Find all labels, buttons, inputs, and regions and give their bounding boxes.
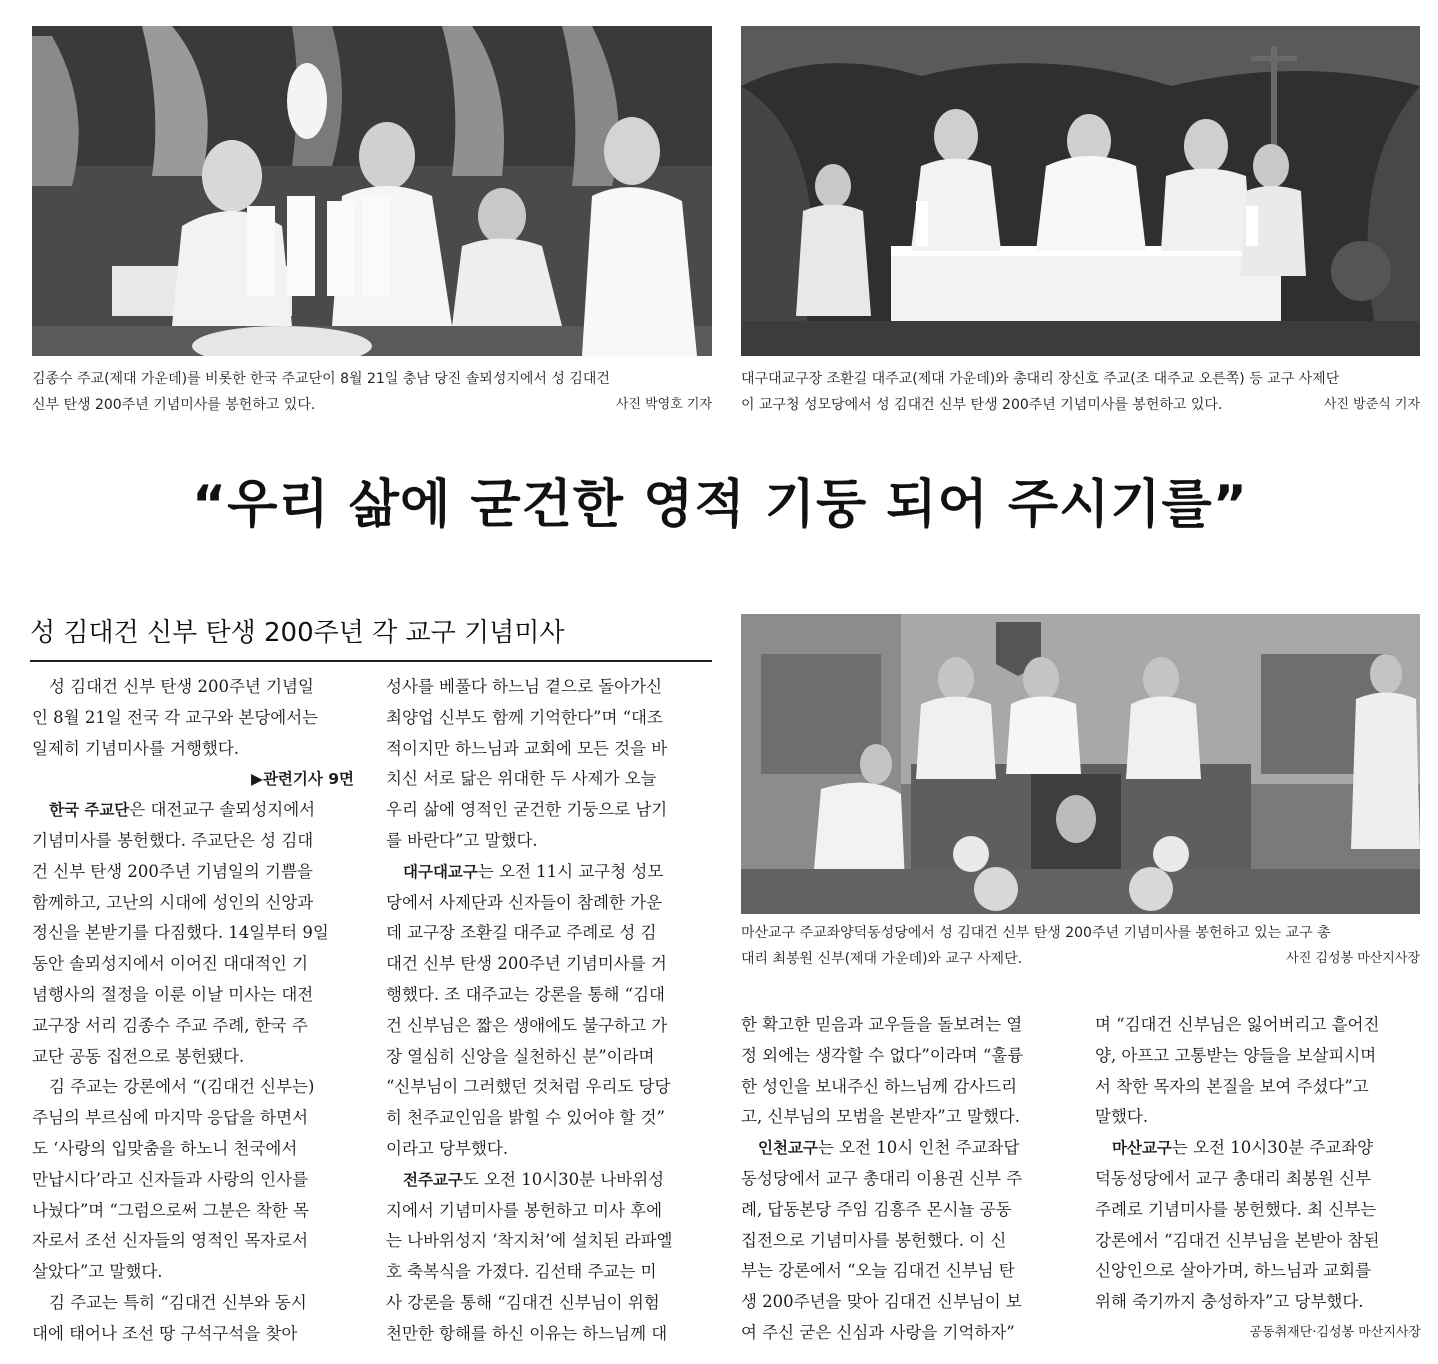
- body-line: 집전으로 기념미사를 봉헌했다. 이 신: [741, 1230, 1007, 1250]
- body-line: 함께하고, 고난의 시대에 성인의 신앙과: [32, 892, 314, 912]
- body-line: 말했다.: [1095, 1107, 1149, 1127]
- body-line: 나눴다”며 “그럼으로써 그분은 착한 목: [32, 1200, 309, 1220]
- body-line: 고, 신부님의 모범을 본받자”고 말했다.: [741, 1107, 1020, 1127]
- body-line: 한 성인을 보내주신 하느님께 감사드리: [741, 1076, 1018, 1096]
- caption-line: 대리 최봉원 신부(제대 가운데)와 교구 사제단.: [741, 951, 1023, 967]
- body-line: 여 주신 굳은 신심과 사랑을 기억하자”: [741, 1322, 1015, 1342]
- body-line: 성 김대건 신부 탄생 200주년 기념일: [49, 677, 314, 696]
- photo-masan-cathedral-mass: [741, 614, 1420, 914]
- body-line: 건 신부 탄생 200주년 기념일의 기쁨을: [32, 861, 313, 881]
- body-line: [386, 857, 712, 888]
- body-text: 는 오전 10시30분 주교좌양: [1171, 1138, 1374, 1158]
- body-line: 도 ‘사랑의 입맞춤을 하노니 천국에서: [32, 1138, 298, 1158]
- body-line: 히 천주교인임을 밝힐 수 있어야 할 것”: [386, 1108, 665, 1128]
- body-line: 이라고 당부했다.: [386, 1138, 509, 1158]
- body-line: 건 신부님은 짧은 생애에도 불구하고 가: [386, 1015, 668, 1035]
- body-line: 부는 강론에서 “오늘 김대건 신부님 탄: [741, 1261, 1015, 1281]
- body-line: 한 확고한 믿음과 교우들을 돌보려는 열: [741, 1015, 1023, 1034]
- body-line: 기념미사를 봉헌했다. 주교단은 성 김대: [32, 830, 314, 850]
- body-line: [1095, 1133, 1421, 1164]
- body-line: [32, 795, 358, 826]
- body-line: [741, 1133, 1067, 1164]
- caption-line: 마산교구 주교좌양덕동성당에서 성 김대건 신부 탄생 200주년 기념미사를 봉헌하고 있는 교구 총: [741, 925, 1331, 941]
- body-text: 는 오전 11시 교구청 성모: [477, 861, 664, 881]
- body-line: “신부님이 그러했던 것처럼 우리도 당당: [386, 1077, 671, 1097]
- diocese-name: 한국 주교단: [49, 801, 130, 820]
- body-line: 서 착한 목자의 본질을 보여 주셨다”고: [1095, 1076, 1369, 1096]
- body-line: 만납시다’라고 신자들과 사랑의 인사를: [32, 1169, 309, 1189]
- diocese-name: 전주교구: [403, 1170, 463, 1189]
- body-line: 는 나바위성지 ‘착지처’에 설치된 라파엘: [386, 1231, 673, 1251]
- article-subhead: 성 김대건 신부 탄생 200주년 각 교구 기념미사: [30, 618, 565, 648]
- body-line: 행했다. 조 대주교는 강론을 통해 “김대: [386, 984, 665, 1004]
- caption-line: 대구대교구장 조환길 대주교(제대 가운데)와 총대리 장신호 주교(조 대주교 오른쪽) 등 교구 사제단: [741, 371, 1340, 387]
- body-line: 정신을 본받기를 다짐했다. 14일부터 9일: [32, 923, 329, 943]
- body-line: 며 “김대건 신부님은 잃어버리고 흩어진: [1095, 1015, 1380, 1034]
- body-line: 생 200주년을 맞아 김대건 신부님이 보: [741, 1292, 1022, 1312]
- body-line: 강론에서 “김대건 신부님을 본받아 참된: [1095, 1230, 1380, 1250]
- body-line: 인 8월 21일 전국 각 교구와 본당에서는: [32, 707, 319, 727]
- caption-line: 신부 탄생 200주년 기념미사를 봉헌하고 있다.: [32, 397, 316, 413]
- body-line: 념행사의 절정을 이룬 이날 미사는 대전: [32, 984, 314, 1004]
- body-line: 우리 삶에 영적인 굳건한 기둥으로 남기: [386, 800, 668, 820]
- body-line: 신앙인으로 살아가며, 하느님과 교회를: [1095, 1261, 1372, 1281]
- photo-caption-top-right: [741, 366, 1420, 418]
- body-line: 동안 솔뫼성지에서 이어진 대대적인 기: [32, 954, 309, 974]
- photo-caption-mid-right: [741, 920, 1420, 972]
- diocese-name: 대구대교구: [403, 862, 478, 881]
- body-line: 를 바란다”고 말했다.: [386, 830, 538, 850]
- photo-credit: 사진 박영호 기자: [615, 397, 712, 412]
- body-line: 김 주교는 강론에서 “(김대건 신부는): [49, 1077, 315, 1097]
- article-column-1: [32, 672, 358, 1350]
- body-line: 자로서 조선 신자들의 영적인 목자로서: [32, 1231, 309, 1251]
- article-column-2: [386, 672, 712, 1350]
- body-line: 지에서 기념미사를 봉헌하고 미사 후에: [386, 1200, 663, 1220]
- body-line: 적이지만 하느님과 교회에 모든 것을 바: [386, 738, 668, 758]
- body-text: 은 대전교구 솔뫼성지에서: [129, 800, 316, 820]
- body-text: 는 오전 10시 인천 주교좌답: [817, 1138, 1020, 1158]
- body-line: 대에 태어나 조선 땅 구석구석을 찾아: [32, 1323, 298, 1343]
- body-line: 김 주교는 특히 “김대건 신부와 동시: [49, 1292, 307, 1312]
- body-line: 교단 공동 집전으로 봉헌됐다.: [32, 1046, 245, 1066]
- body-line: 교구장 서리 김종수 주교 주례, 한국 주: [32, 1015, 308, 1035]
- body-line: 례, 답동본당 주임 김흥주 몬시뇰 공동: [741, 1199, 1012, 1219]
- body-text: 도 오전 10시30분 나바위성: [462, 1169, 665, 1189]
- body-line: 동성당에서 교구 총대리 이용권 신부 주: [741, 1168, 1023, 1188]
- body-line: 성사를 베풀다 하느님 곁으로 돌아가신: [386, 677, 663, 696]
- diocese-name: 마산교구: [1112, 1139, 1172, 1158]
- body-line: 주님의 부르심에 마지막 응답을 하면서: [32, 1108, 309, 1128]
- body-line: 데 교구장 조환길 대주교 주례로 성 김: [386, 923, 657, 943]
- body-line: 정 외에는 생각할 수 없다”이라며 “훌륭: [741, 1045, 1024, 1065]
- body-line: 살았다”고 말했다.: [32, 1262, 163, 1282]
- photo-bishops-solmoe: [32, 26, 712, 356]
- body-line: 치신 서로 닮은 위대한 두 사제가 오늘: [386, 769, 657, 789]
- caption-line: 이 교구청 성모당에서 성 김대건 신부 탄생 200주년 기념미사를 봉헌하고 있다.: [741, 397, 1223, 413]
- article-column-4: [1095, 1010, 1421, 1349]
- caption-line: 김종수 주교(제대 가운데)를 비롯한 한국 주교단이 8월 21일 충남 당진 솔뫼성지에서 성 김대건: [32, 371, 610, 387]
- article-byline: 공동취재단·김성봉 마산지사장: [1249, 1324, 1421, 1340]
- body-line: 장 열심히 신앙을 실천하신 분”이라며: [386, 1046, 655, 1066]
- article-headline: “우리 삶에 굳건한 영적 기둥 되어 주시기를”: [192, 475, 1248, 535]
- body-line: 주례로 기념미사를 봉헌했다. 최 신부는: [1095, 1199, 1377, 1219]
- body-line: [386, 1165, 712, 1196]
- diocese-name: 인천교구: [758, 1139, 818, 1158]
- body-line: 최양업 신부도 함께 기억한다”며 “대조: [386, 707, 663, 727]
- body-line: 사 강론을 통해 “김대건 신부님이 위험: [386, 1292, 660, 1312]
- subhead-divider: [30, 660, 712, 662]
- photo-daegu-grotto-mass: [741, 26, 1420, 356]
- related-article-ref: ▶관련기사 9면: [251, 770, 354, 789]
- photo-credit: 사진 방준식 기자: [1323, 397, 1420, 412]
- body-line: 대건 신부 탄생 200주년 기념미사를 거: [386, 954, 667, 974]
- body-line: 위해 죽기까지 충성하자”고 당부했다.: [1095, 1292, 1364, 1312]
- body-line: 당에서 사제단과 신자들이 참례한 가운: [386, 892, 663, 912]
- article-column-3: [741, 1010, 1067, 1349]
- body-line: 천만한 항해를 하신 이유는 하느님께 대: [386, 1323, 668, 1343]
- body-line: 일제히 기념미사를 거행했다.: [32, 738, 240, 758]
- body-line: 양, 아프고 고통받는 양들을 보살피시며: [1095, 1045, 1377, 1065]
- photo-credit: 사진 김성봉 마산지사장: [1286, 951, 1420, 966]
- photo-caption-top-left: [32, 366, 712, 418]
- body-line: 호 축복식을 가졌다. 김선태 주교는 미: [386, 1262, 657, 1282]
- body-line: 덕동성당에서 교구 총대리 최봉원 신부: [1095, 1168, 1372, 1188]
